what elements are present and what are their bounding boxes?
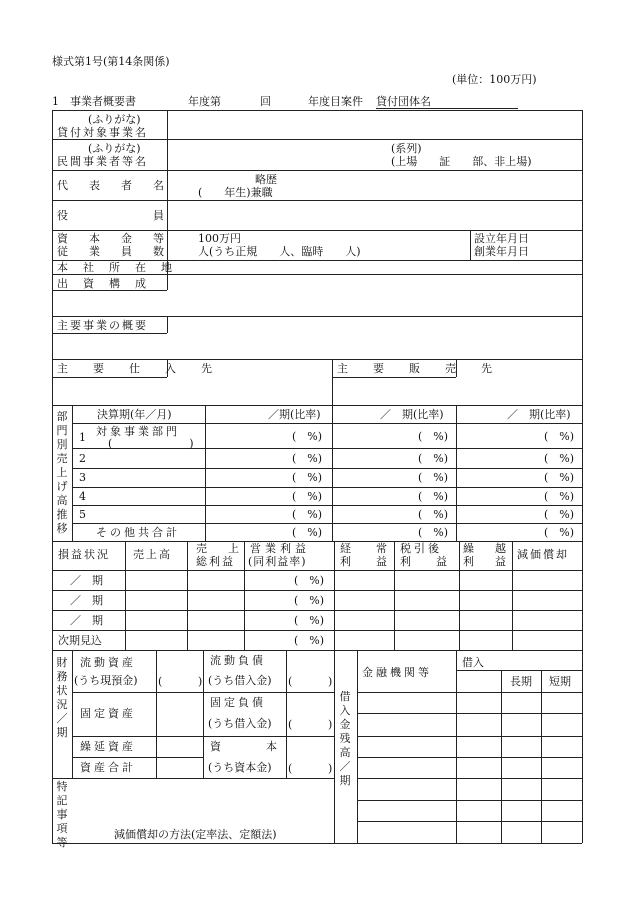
keiretsu-label: (系列)	[391, 142, 422, 155]
pct-cell: ( %)	[544, 430, 575, 443]
pl-period-1: ／ 期	[70, 574, 103, 587]
pct-cell: ( %)	[418, 430, 449, 443]
paren-left: (	[158, 675, 163, 688]
deferred-assets-label: 繰延資産	[80, 740, 136, 753]
current-liabilities-label: 流動負債	[210, 654, 266, 667]
pl-period-2: ／ 期	[70, 594, 103, 607]
target-department-paren: ( )	[108, 437, 194, 450]
capital-sub-label: (うち資本金)	[208, 761, 272, 774]
private-company-label: 民間事業者等名	[57, 155, 148, 168]
pl-operating-header-1: 営業利益	[250, 542, 310, 555]
pl-aftertax-header-1: 税引後	[400, 542, 442, 555]
pct-cell: ( %)	[544, 471, 575, 484]
paren-right: )	[328, 762, 333, 775]
pct-cell: ( %)	[544, 526, 575, 539]
employees-detail: 人(うち正規 人、臨時 人)	[198, 245, 361, 258]
pct-cell: ( %)	[292, 452, 323, 465]
pl-period-3: ／ 期	[70, 614, 103, 627]
pct-cell: ( %)	[418, 526, 449, 539]
document-title: 1 事業者概要書	[52, 95, 136, 108]
pct-cell: ( %)	[292, 471, 323, 484]
loan-label-2: (うち借入金)	[208, 717, 272, 730]
pct-cell: ( %)	[544, 490, 575, 503]
long-term-header: 長期	[510, 675, 532, 688]
pct-cell: ( %)	[544, 508, 575, 521]
notes-side-label: 特記事項等	[56, 780, 68, 849]
capital-unit: 100万円	[198, 232, 241, 245]
pct-cell: ( %)	[418, 490, 449, 503]
pct-cell: ( %)	[292, 430, 323, 443]
capital-label: 資 本 金 等	[57, 232, 169, 245]
depreciation-method-label: 減価償却の方法(定率法、定額法)	[114, 828, 277, 841]
loan-balance-side-label: 借入金残高／期	[339, 690, 351, 787]
period-col-3: ／ 期(比率)	[507, 408, 571, 421]
pct-cell: ( %)	[294, 574, 325, 587]
pl-ordinary-header-1: 経 常	[340, 542, 394, 555]
paren-left: (	[288, 718, 293, 731]
listing-label: (上場 証 部、非上場)	[391, 155, 532, 168]
paren-left: (	[288, 762, 293, 775]
loan-label-1: (うち借入金)	[208, 674, 272, 687]
hq-address-label: 本 社 所 在 地	[57, 261, 174, 274]
employees-label: 従 業 員 数	[57, 245, 169, 258]
fixed-assets-label: 固定資産	[80, 707, 136, 720]
pl-operating-header-2: (同利益率)	[248, 555, 307, 568]
fiscal-year-label: 年度第	[188, 95, 221, 108]
paren-right: )	[328, 718, 333, 731]
borrowing-header: 借入	[462, 656, 484, 669]
row-2-number: 2	[79, 452, 86, 465]
financial-institution-header: 金融機関等	[362, 666, 432, 679]
period-col-1: ／期(比率)	[268, 408, 321, 421]
row-3-number: 3	[79, 471, 86, 484]
short-term-header: 短期	[549, 675, 571, 688]
pct-cell: ( %)	[292, 508, 323, 521]
round-label: 回	[260, 95, 271, 108]
row-5-number: 5	[79, 508, 86, 521]
total-assets-label: 資産合計	[80, 761, 136, 774]
pl-aftertax-header-2: 利 益	[400, 555, 454, 568]
paren-right: )	[198, 675, 203, 688]
lender-group-label: 貸付団体名	[376, 95, 431, 108]
pl-depreciation-header: 減価償却	[517, 548, 569, 561]
biography-label: 略歴	[255, 173, 277, 186]
pl-gross-header-1: 売 上	[196, 542, 244, 555]
capital-label: 資 本	[210, 740, 280, 753]
pl-next-forecast: 次期見込	[58, 634, 102, 647]
sales-side-label: 部門別売上げ高推移	[56, 410, 68, 535]
founded-date-label: 創業年月日	[474, 245, 529, 258]
form-number: 様式第1号(第14条関係)	[52, 55, 170, 68]
furigana-label-1: (ふりがな)	[88, 113, 141, 126]
representative-label: 代 表 者 名	[57, 179, 169, 192]
period-col-2: ／ 期(比率)	[380, 408, 444, 421]
furigana-label-2: (ふりがな)	[88, 142, 141, 155]
lender-group-underline	[376, 108, 518, 109]
pl-gross-header-2: 総利益	[196, 555, 235, 568]
pct-cell: ( %)	[292, 526, 323, 539]
pl-ordinary-header-2: 利 益	[340, 555, 394, 568]
total-label: その他共合計	[96, 526, 180, 539]
pct-cell: ( %)	[292, 490, 323, 503]
row-1-number: 1	[79, 431, 86, 444]
row-4-number: 4	[79, 490, 86, 503]
pl-status-label: 損益状況	[58, 548, 110, 561]
cash-label: (うち現預金)	[74, 674, 138, 687]
pct-cell: ( %)	[294, 634, 325, 647]
fiscal-period-header: 決算期(年／月)	[97, 408, 172, 421]
current-assets-label: 流動資産	[80, 656, 136, 669]
target-business-label: 貸付対象事業名	[57, 126, 148, 139]
pct-cell: ( %)	[294, 594, 325, 607]
pl-retained-header-1: 繰 越	[463, 542, 511, 555]
unit-label: (単位：100万円)	[452, 73, 537, 86]
pct-cell: ( %)	[294, 614, 325, 627]
suppliers-label: 主 要 仕 入 先	[57, 362, 219, 375]
finance-side-label: 財務状況／期	[56, 656, 68, 739]
paren-right: )	[328, 675, 333, 688]
investment-label: 出 資 構 成	[57, 277, 148, 290]
pct-cell: ( %)	[418, 452, 449, 465]
pct-cell: ( %)	[418, 508, 449, 521]
business-overview-label: 主要事業の概要	[57, 319, 148, 332]
fixed-liabilities-label: 固定負債	[210, 696, 266, 709]
customers-label: 主 要 販 売 先	[337, 362, 499, 375]
pct-cell: ( %)	[418, 471, 449, 484]
pl-sales-header: 売上高	[133, 548, 172, 561]
established-date-label: 設立年月日	[474, 232, 529, 245]
paren-left: (	[288, 675, 293, 688]
birth-year-label: ( 年生)兼職	[198, 186, 273, 199]
officers-label: 役 員	[57, 209, 169, 222]
pl-retained-header-2: 利 益	[463, 555, 511, 568]
target-department-label: 対象事業部門	[96, 425, 180, 438]
pct-cell: ( %)	[544, 452, 575, 465]
project-year-label: 年度目案件	[308, 95, 363, 108]
